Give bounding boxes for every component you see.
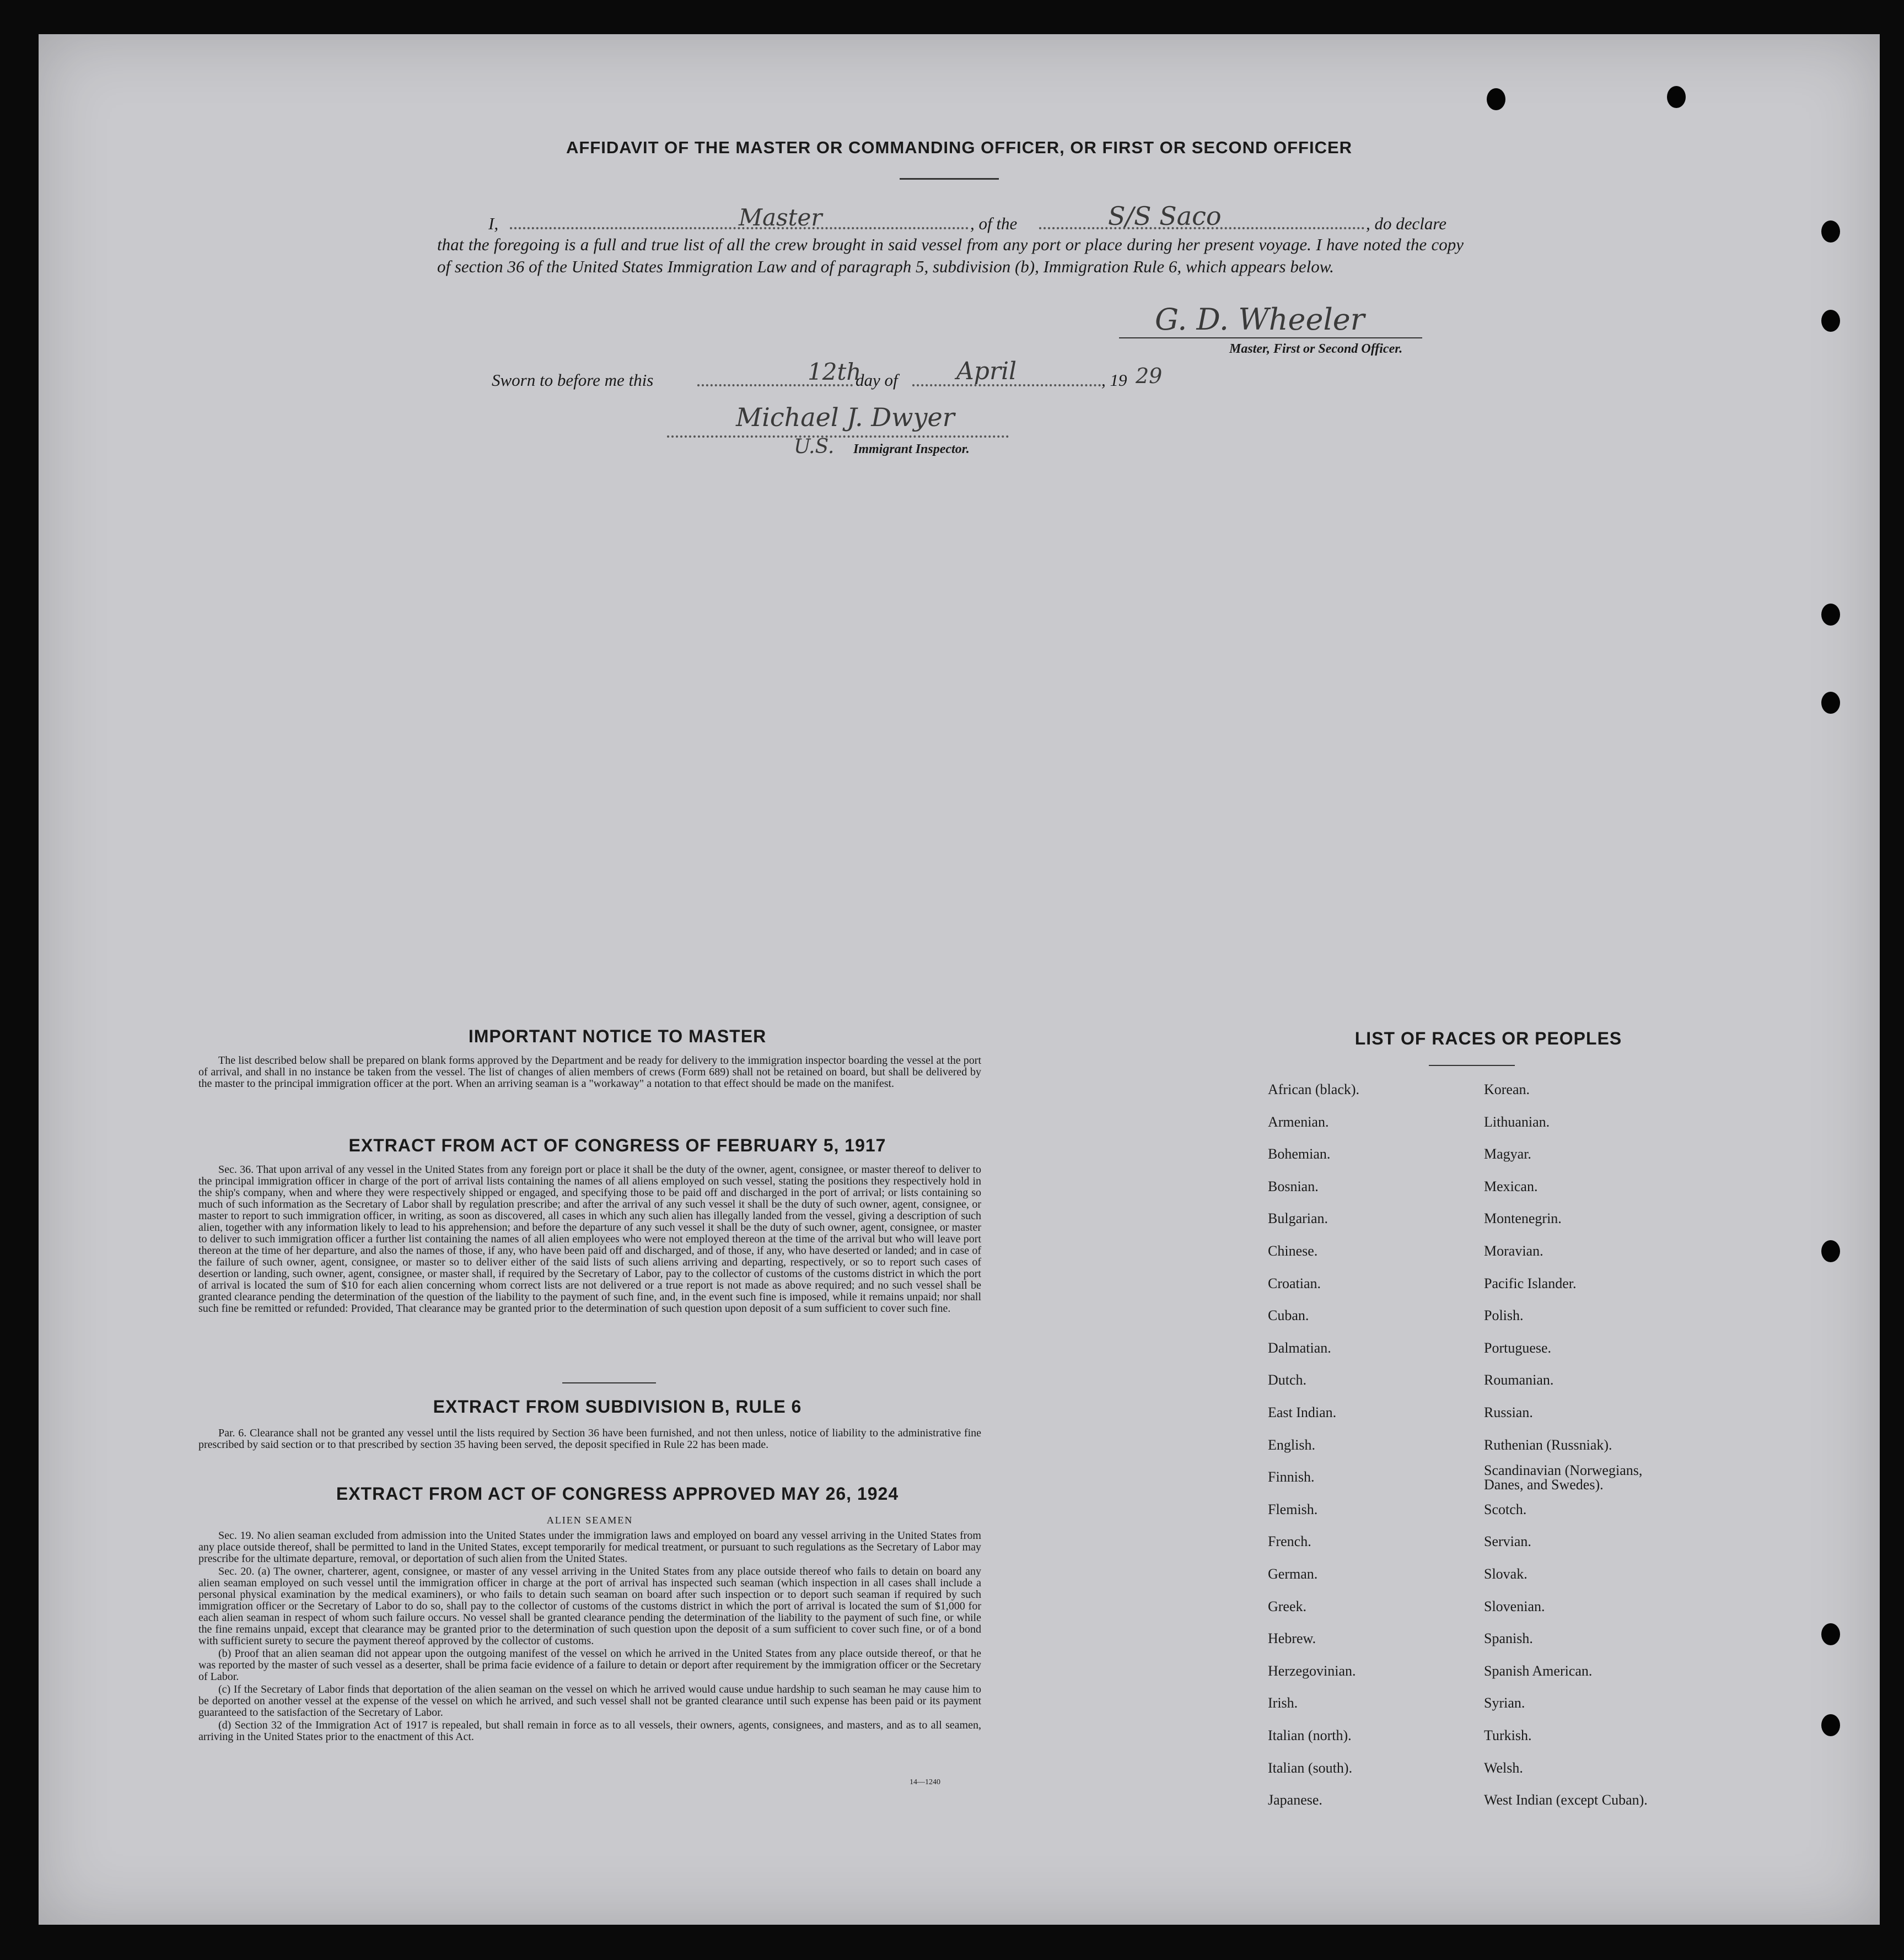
- inspector-signature: Michael J. Dwyer: [736, 402, 955, 432]
- race-item: Dutch.: [1268, 1372, 1307, 1388]
- notice-title: IMPORTANT NOTICE TO MASTER: [468, 1026, 767, 1046]
- race-item: Scandinavian (Norwegians, Danes, and Swedes).: [1484, 1462, 1643, 1493]
- race-item: Syrian.: [1484, 1695, 1525, 1711]
- rule6-text: [198, 1428, 981, 1452]
- handwritten-day: 12th: [808, 358, 862, 385]
- alien-seamen-subtitle: ALIEN SEAMEN: [546, 1515, 633, 1526]
- extract-1924-text: [198, 1530, 981, 1744]
- sec-19-paragraph: Sec. 19. No alien seaman excluded from admission into the United States under the immigration laws and employed on board any vessel arriving in the United States from any place outside thereof, shall be permitted to land in the United States, except temporarily for medical treatment, or pursuant to such regulations as the Secretary of Labor may prescribe for the ultimate departure, removal, or deportation of such alien from the United States.: [198, 1530, 981, 1565]
- affidavit-declare: , do declare: [1366, 214, 1447, 233]
- race-item: Montenegrin.: [1484, 1210, 1562, 1227]
- race-item: Italian (south).: [1268, 1759, 1353, 1776]
- signature-caption: Master, First or Second Officer.: [1229, 342, 1403, 356]
- races-title: LIST OF RACES OR PEOPLES: [1354, 1029, 1622, 1048]
- race-item: Chinese.: [1268, 1243, 1318, 1259]
- race-item: Cuban.: [1268, 1307, 1309, 1324]
- race-item: English.: [1268, 1436, 1315, 1453]
- race-item: Dalmatian.: [1268, 1339, 1331, 1356]
- race-item: Russian.: [1484, 1404, 1533, 1420]
- binder-hole: [1821, 1714, 1840, 1736]
- race-item: Spanish American.: [1484, 1662, 1593, 1679]
- race-item: East Indian.: [1268, 1404, 1337, 1420]
- inspector-blank: [667, 435, 1009, 438]
- binder-hole: [1821, 604, 1840, 626]
- binder-hole: [1821, 1240, 1840, 1262]
- handwritten-us: U.S.: [794, 435, 835, 458]
- race-item: Moravian.: [1484, 1243, 1543, 1259]
- race-item: Slovenian.: [1484, 1598, 1545, 1614]
- race-item: Herzegovinian.: [1268, 1662, 1356, 1679]
- affidavit-of-the: , of the: [970, 214, 1018, 233]
- binder-hole: [1821, 1623, 1840, 1645]
- race-item: Bulgarian.: [1268, 1210, 1329, 1227]
- race-item: Greek.: [1268, 1598, 1307, 1614]
- binder-hole: [1821, 220, 1840, 243]
- inspector-caption: Immigrant Inspector.: [853, 442, 970, 456]
- affidavit-body: that the foregoing is a full and true list of all the crew brought in said vessel from any port or place during her present voyage. I have noted the copy of section 36 of the United States Immigration Law and of paragraph 5, subdivision (b), Immigration Rule 6, which appears below.: [437, 235, 1464, 276]
- handwritten-rank: Master: [739, 204, 822, 231]
- year-prefix: , 19: [1101, 370, 1127, 390]
- race-item: Japanese.: [1268, 1792, 1322, 1808]
- notice-paragraph: The list described below shall be prepared on blank forms approved by the Department and be ready for delivery to the immigration inspector boarding the vessel at the port of arrival, and shall in no instance be taken from the vessel. The list of changes of alien members of crews (Form 689) shall not be retained on board, but shall be delivered by the master to the principal immigration officer at the port. When an arriving seaman is a "workaway" a notation to that effect should be made on the manifest.: [198, 1054, 981, 1090]
- day-of-label: day of: [856, 370, 898, 390]
- race-item: Spanish.: [1484, 1630, 1533, 1647]
- handwritten-year: 29: [1136, 364, 1163, 388]
- race-item: Magyar.: [1484, 1146, 1531, 1162]
- handwritten-vessel: S/S Saco: [1108, 201, 1222, 231]
- race-item: French.: [1268, 1533, 1311, 1550]
- races-divider: [1429, 1065, 1515, 1066]
- rule6-title: EXTRACT FROM SUBDIVISION B, RULE 6: [433, 1397, 802, 1417]
- race-item: Roumanian.: [1484, 1372, 1554, 1388]
- master-signature: G. D. Wheeler: [1155, 302, 1365, 337]
- race-item: West Indian (except Cuban).: [1484, 1792, 1648, 1808]
- race-item: Italian (north).: [1268, 1727, 1352, 1743]
- sworn-label: Sworn to before me this: [492, 370, 654, 390]
- race-item: Korean.: [1484, 1081, 1530, 1097]
- race-item: Pacific Islander.: [1484, 1275, 1577, 1291]
- race-item: Bohemian.: [1268, 1146, 1331, 1162]
- signature-line: [1119, 337, 1422, 338]
- extract-1924-title: EXTRACT FROM ACT OF CONGRESS APPROVED MAY 26, 1924: [336, 1484, 899, 1504]
- race-item: Scotch.: [1484, 1501, 1527, 1517]
- race-item: Servian.: [1484, 1533, 1531, 1550]
- race-item: Turkish.: [1484, 1727, 1532, 1743]
- binder-hole: [1667, 86, 1686, 108]
- handwritten-month: April: [956, 357, 1017, 385]
- race-item: Ruthenian (Russniak).: [1484, 1436, 1612, 1453]
- sec-20b-paragraph: (b) Proof that an alien seaman did not appear upon the outgoing manifest of the vessel on which he arrived in the United States from any place outside thereof, or that he was reported by the master of such vessel as a deserter, shall be prima facie evidence of a failure to detain or deport after requirement by the immigration officer or the Secretary of Labor.: [198, 1647, 981, 1683]
- race-item: Croatian.: [1268, 1275, 1321, 1291]
- form-number: 14—1240: [910, 1778, 940, 1786]
- sec-20c-paragraph: (c) If the Secretary of Labor finds that deportation of the alien seaman on the vessel on which he arrived would cause undue hardship to such seaman he may cause him to be deported on another vessel at the expense of the vessel on which he arrived, and such vessel shall not be granted clearance until such expense has been paid or its payment guaranteed to the satisfaction of the Secretary of Labor.: [198, 1683, 981, 1719]
- race-item: Portuguese.: [1484, 1339, 1552, 1356]
- race-item: Finnish.: [1268, 1469, 1315, 1485]
- race-item: Polish.: [1484, 1307, 1524, 1324]
- extract-1917-title: EXTRACT FROM ACT OF CONGRESS OF FEBRUARY 5, 1917: [348, 1135, 886, 1155]
- race-item: Welsh.: [1484, 1759, 1523, 1776]
- race-item: Flemish.: [1268, 1501, 1318, 1517]
- race-item: Hebrew.: [1268, 1630, 1316, 1647]
- title-divider: [900, 178, 999, 180]
- sec-36-paragraph: Sec. 36. That upon arrival of any vessel in the United States from any foreign port or place it shall be the duty of the owner, agent, consignee, or master thereof to deliver to the principal immigration officer in charge of the port of arrival lists containing the names of all aliens employed on such vessel, stating the positions they respectively hold in the ship's company, when and where they were respectively shipped or engaged, and specifying those to be paid off and discharged in the port of arrival; or lists containing so much of such information as the Secretary of Labor shall by regulation prescribe; and after the arrival of any such vessel it shall be the duty of such owner, agent, consignee, or master to report to such immigration officer, in writing, as soon as discovered, all cases in which any such alien has illegally landed from the vessel, giving a description of such alien, together with any information likely to lead to his apprehension; and before the departure of any such vessel it shall be the duty of such owner, agent, consignee, or master to deliver to such immigration officer a further list containing the names of all alien employees who were not employed thereon at the time of the arrival but who will leave port thereon at the time of her departure, and also the names of those, if any, who have been paid off and discharged, and of those, if any, who have deserted or landed; and in case of the failure of such owner, agent, consignee, or master so to deliver either of the said lists of such aliens arriving and departing, respectively, or so to report such cases of desertion or landing, such owner, agent, consignee, or master shall, if required by the Secretary of Labor, pay to the collector of customs of the customs district in which the port of arrival is located the sum of $10 for each alien concerning whom correct lists are not delivered or a true report is not made as above required; and no such vessel shall be granted clearance pending the determination of the question of the liability to the payment of such fine, and, in the event such fine is imposed, while it remains unpaid; nor shall such fine be remitted or refunded: Provided, That clearance may be granted prior to the determination of such question upon deposit of a sum sufficient to cover such fine.: [198, 1164, 981, 1315]
- race-item: Bosnian.: [1268, 1178, 1319, 1194]
- race-item: Irish.: [1268, 1695, 1298, 1711]
- binder-hole: [1487, 88, 1505, 110]
- affidavit-i: I,: [488, 214, 499, 233]
- sec-20a-paragraph: Sec. 20. (a) The owner, charterer, agent, consignee, or master of any vessel arriving in the United States from any place outside thereof who fails to detain on board any alien seaman employed on such vessel until the immigration officer in charge at the port of arrival has inspected such seaman (which inspection in all cases shall include a personal physical examination by the medical examiners), or who fails to detain such seaman on board after such inspection or to deport such seaman if required by such immigration officer or the Secretary of Labor to do so, shall pay to the collector of customs of the customs district in which the port of arrival is located the sum of $1,000 for each alien seaman in respect of whom such failure occurs. No vessel shall be granted clearance pending the determination of the liability to the payment of such fine, or while the fine remains unpaid, except that clearance may be granted prior to the determination of such question upon the deposit of a sum sufficient to cover such fine, or of a bond with sufficient surety to secure the payment thereof approved by the collector of customs.: [198, 1565, 981, 1647]
- race-item: Lithuanian.: [1484, 1113, 1550, 1130]
- race-item: German.: [1268, 1566, 1318, 1582]
- race-item: Mexican.: [1484, 1178, 1538, 1194]
- divider: [562, 1382, 656, 1383]
- race-item: Armenian.: [1268, 1113, 1329, 1130]
- notice-text: [198, 1055, 981, 1091]
- race-item: Slovak.: [1484, 1566, 1527, 1582]
- binder-hole: [1821, 310, 1840, 332]
- par-6-paragraph: Par. 6. Clearance shall not be granted any vessel until the lists required by Section 36 have been furnished, and not then unless, notice of liability to the administrative fine prescribed by said section or to that prescribed by section 35 having been served, the deposit specified in Rule 22 has been made.: [198, 1427, 981, 1451]
- sec-20d-paragraph: (d) Section 32 of the Immigration Act of 1917 is repealed, but shall remain in force as to all vessels, their owners, agents, consignees, and masters, and as to all seamen, arriving in the United States prior to the enactment of this Act.: [198, 1719, 981, 1743]
- extract-1917-text: [198, 1164, 981, 1316]
- affidavit-title: AFFIDAVIT OF THE MASTER OR COMMANDING OFFICER, OR FIRST OR SECOND OFFICER: [566, 138, 1353, 157]
- race-item: African (black).: [1268, 1081, 1360, 1097]
- binder-hole: [1821, 692, 1840, 714]
